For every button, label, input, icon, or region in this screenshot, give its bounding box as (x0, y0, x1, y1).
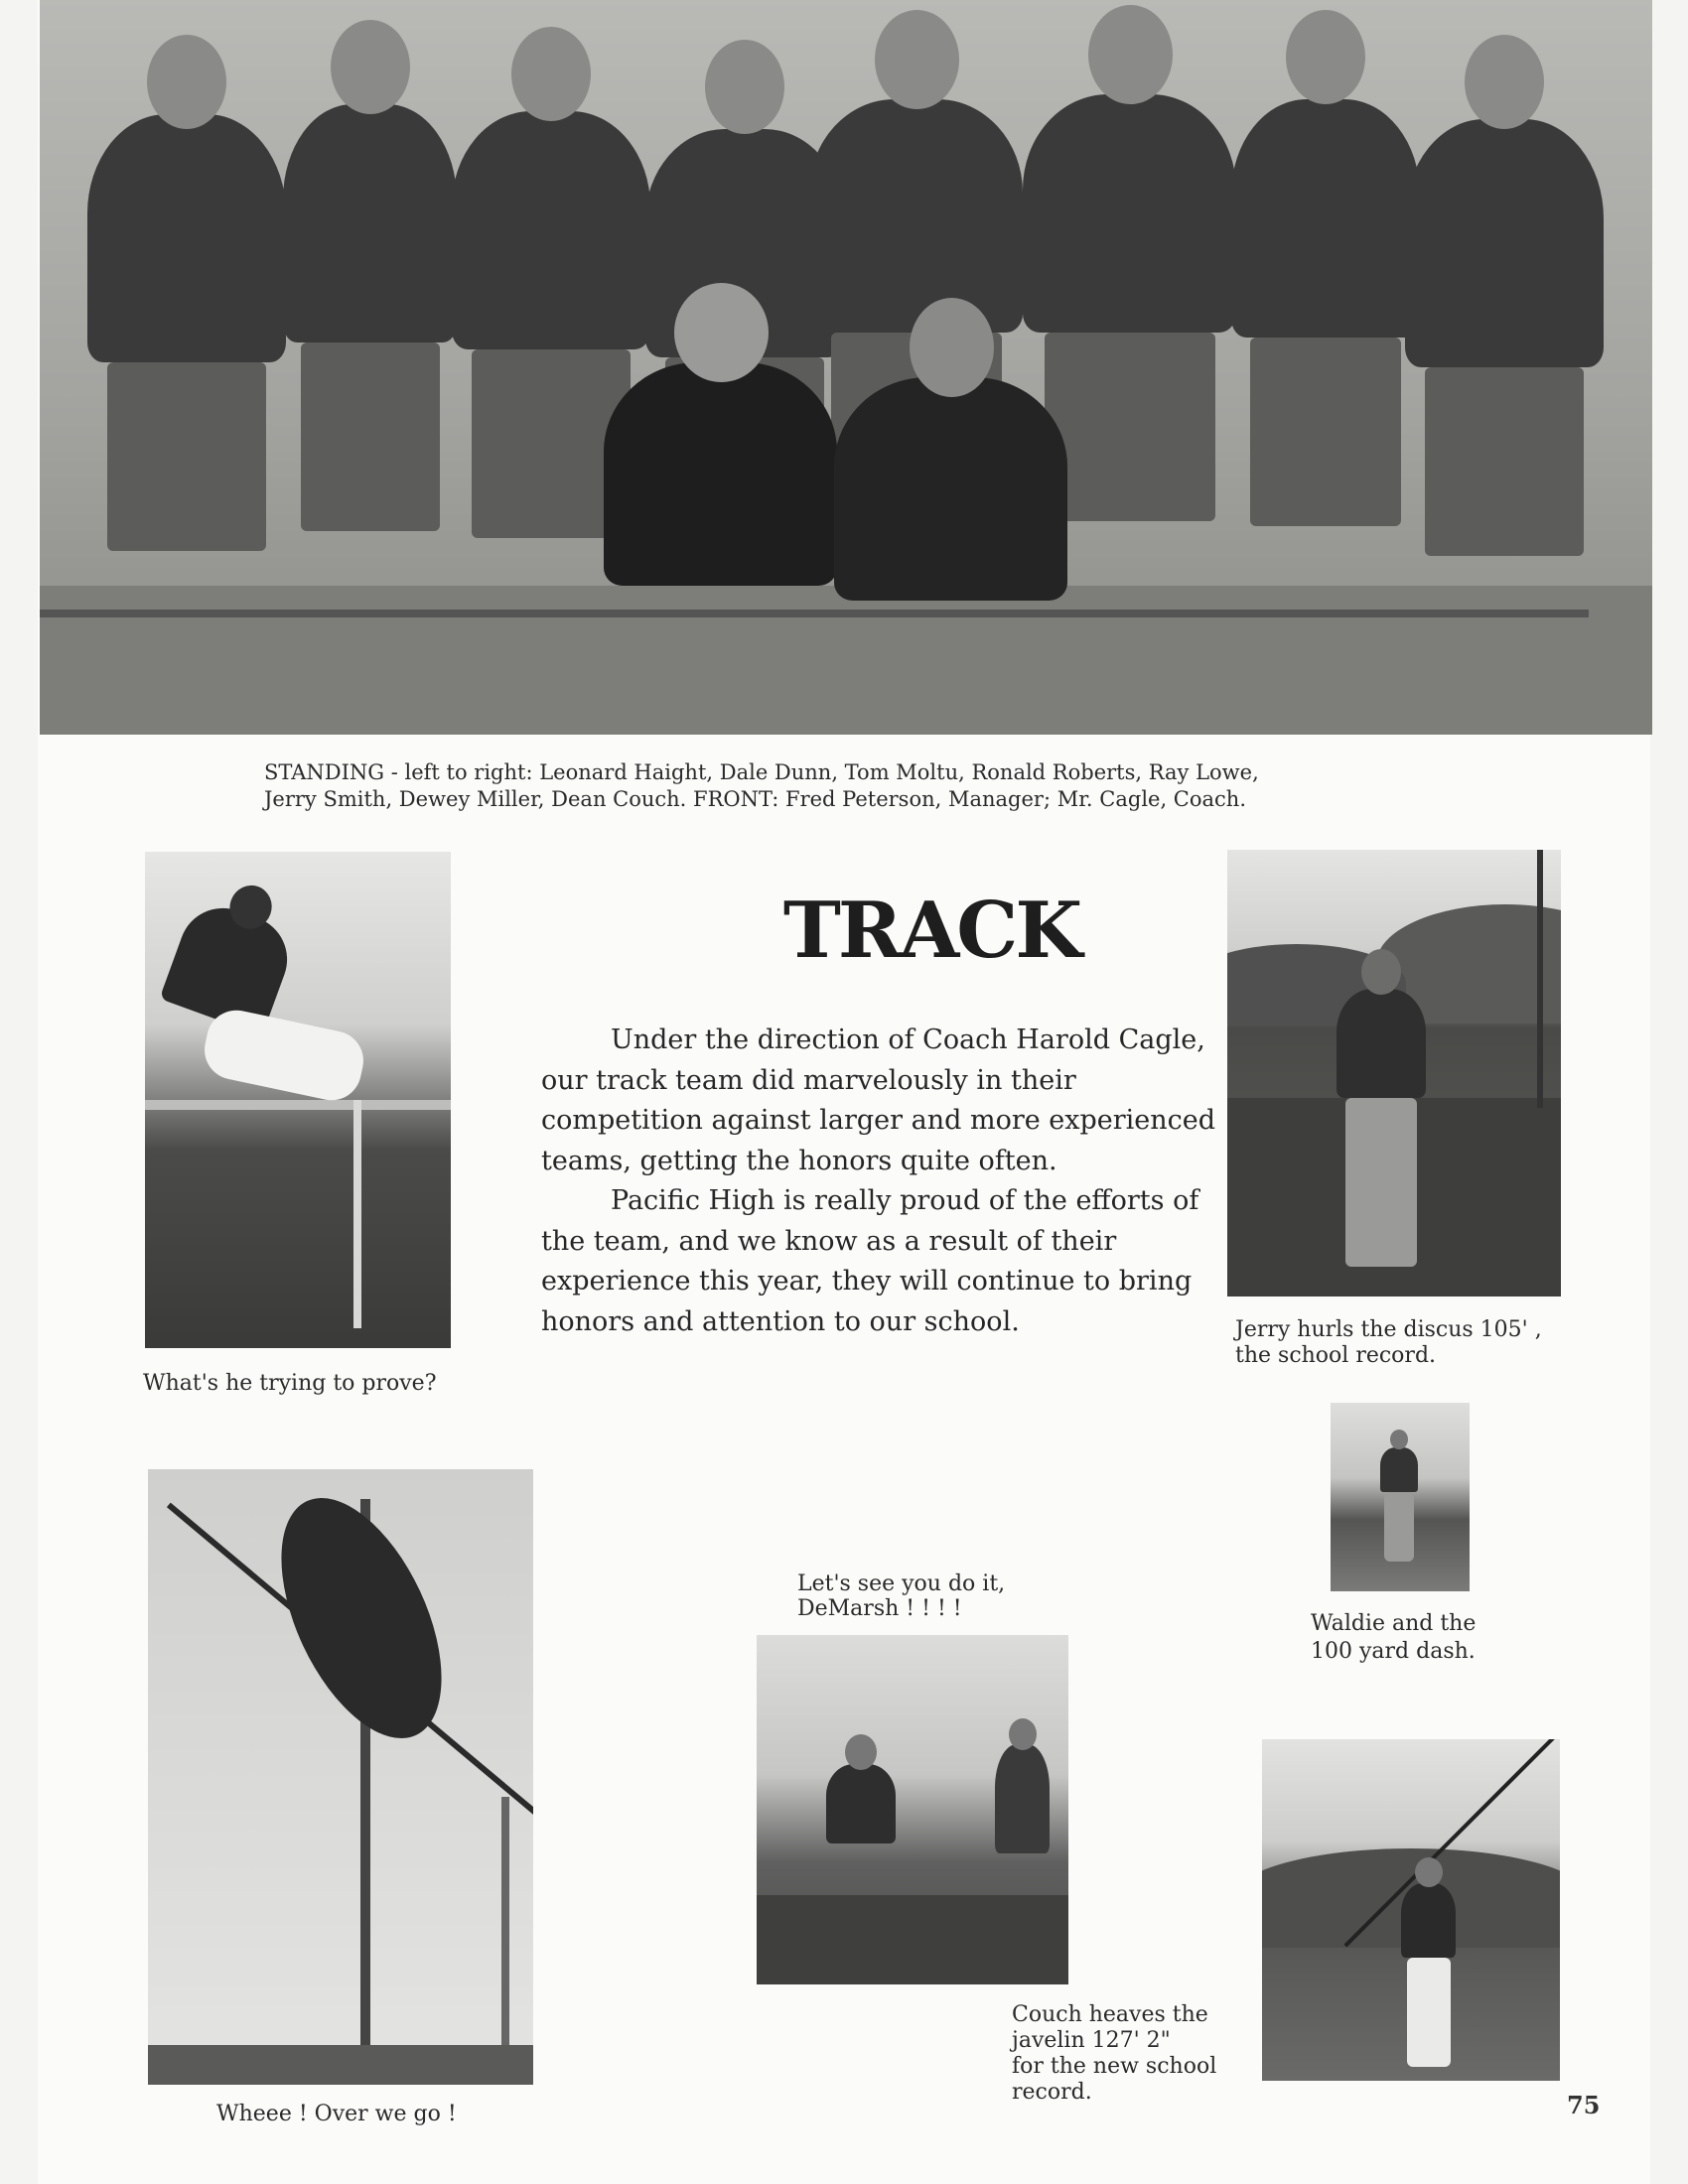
pole-vault-photo (148, 1469, 533, 2085)
hurdler-caption: What's he trying to prove? (143, 1371, 437, 1396)
team-photo (40, 0, 1652, 735)
team-photo-caption-line2: Jerry Smith, Dewey Miller, Dean Couch. FRONT: Fred Peterson, Manager; Mr. Cagle, Coach. (264, 787, 1246, 811)
discus-photo (1227, 850, 1561, 1297)
hurdler-photo (145, 852, 451, 1348)
long-jump-photo (757, 1635, 1068, 1984)
article-body (541, 1021, 1236, 1342)
dash-caption-line2: 100 yard dash. (1311, 1639, 1476, 1664)
team-photo-caption-line1: STANDING - left to right: Leonard Haight, Dale Dunn, Tom Moltu, Ronald Roberts, Ray Lowe, (264, 760, 1259, 784)
page-number: 75 (1567, 2091, 1601, 2119)
dash-photo (1331, 1403, 1470, 1591)
discus-caption-line2: the school record. (1235, 1343, 1437, 1368)
article-paragraph: Under the direction of Coach Harold Cagle, our track team did marvelously in their competition against larger and more experienced teams, getting the honors quite often. (541, 1024, 1216, 1176)
discus-caption-line1: Jerry hurls the discus 105' , (1235, 1317, 1542, 1342)
jump-caption-line1: Let's see you do it, (797, 1571, 1006, 1596)
jump-caption-line2: DeMarsh ! ! ! ! (797, 1596, 962, 1621)
yearbook-page (38, 0, 1650, 2184)
javelin-caption-line4: record. (1012, 2080, 1092, 2105)
javelin-caption-line3: for the new school (1012, 2054, 1217, 2079)
page-title: TRACK (782, 886, 1080, 976)
javelin-caption-line2: javelin 127' 2" (1012, 2028, 1171, 2053)
javelin-caption-line1: Couch heaves the (1012, 2002, 1208, 2027)
javelin-photo (1262, 1739, 1560, 2081)
pole-vault-caption: Wheee ! Over we go ! (216, 2102, 457, 2126)
article-paragraph: Pacific High is really proud of the efforts of the team, and we know as a result of their experience this year, they will continue to bring honors and attention to our school. (541, 1185, 1199, 1337)
dash-caption-line1: Waldie and the (1311, 1611, 1477, 1636)
